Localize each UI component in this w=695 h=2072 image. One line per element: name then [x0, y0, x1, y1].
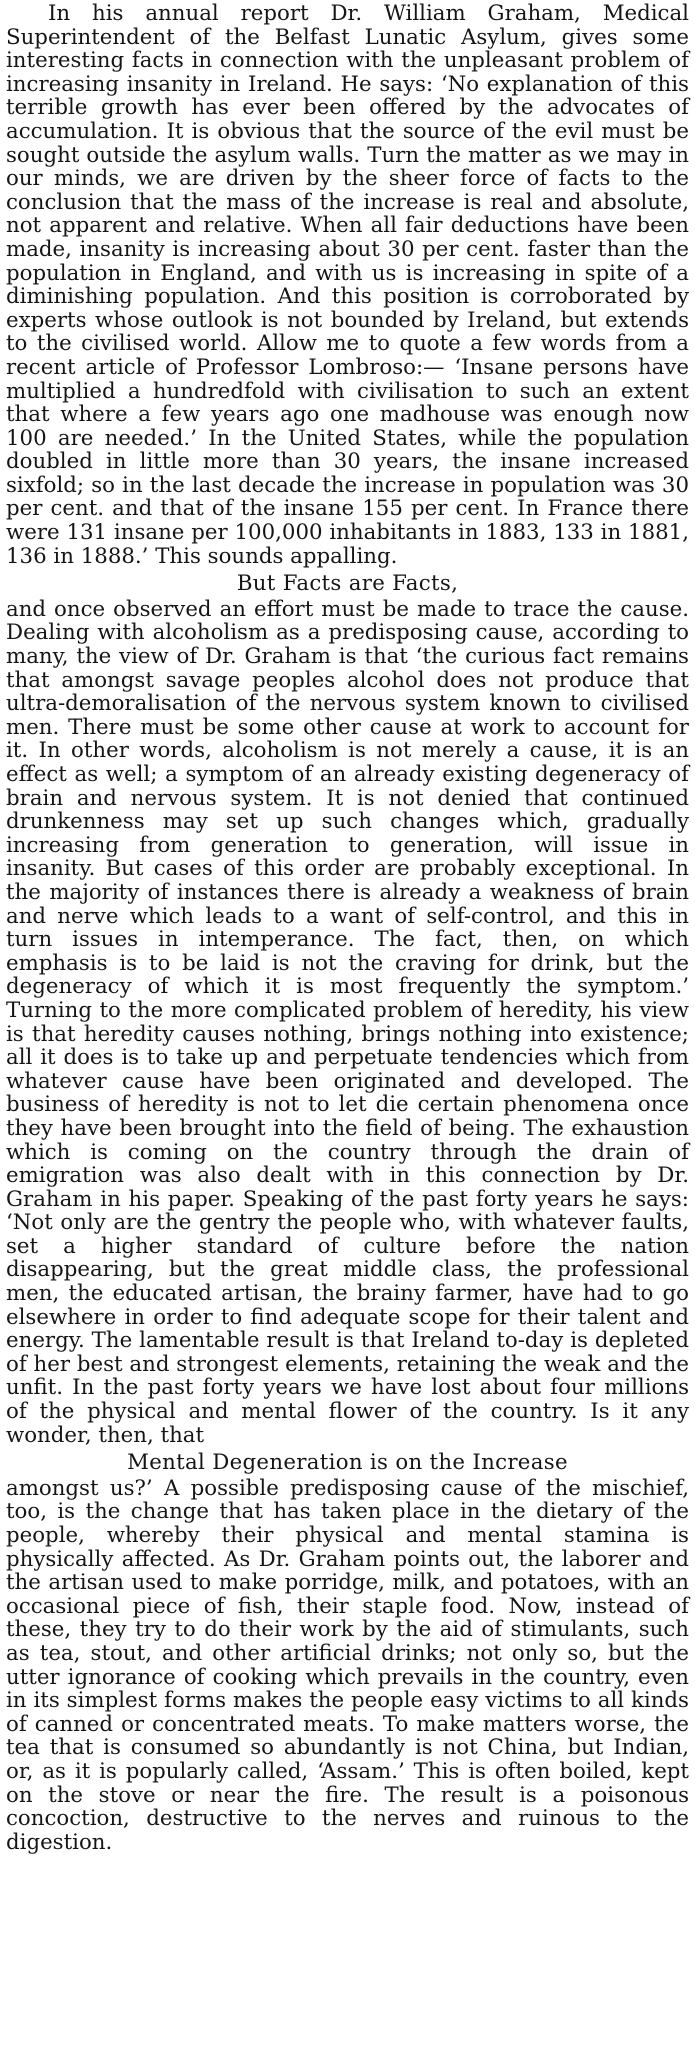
article-paragraph-3: amongst us?’ A possible predisposing cause of the mischief, too, is the change that has taken place in the dietary of the people, whereby their physical and mental stamina is physically affected. As Dr. Graham points out, the laborer and the artisan used to make porridge, milk, and potatoes, with an occasional piece of fish, their staple food. Now, instead of these, they try to do their work by the aid of stimulants, such as tea, stout, and other artificial drinks; not only so, but the utter ignorance of cooking which prevails in the country, even in its simplest forms makes the people easy victims to all kinds of canned or concentrated meats. To make matters worse, the tea that is consumed so abundantly is not China, but Indian, or, as it is popularly called, ‘Assam.’ This is often boiled, kept on the stove or near the fire. The result is a poisonous concoction, destructive to the nerves and ruinous to the digestion.	[6, 1475, 689, 1855]
subheading-mental-degeneration: Mental Degeneration is on the Increase	[127, 1450, 568, 1476]
subheading-facts: But Facts are Facts,	[236, 571, 459, 597]
article-paragraph-1: In his annual report Dr. William Graham, Medical Superintendent of the Belfast Lunatic Asylum, gives some interesting facts in connection with the unpleasant problem of increasing insanity in Ireland. He says: ‘No explanation of this terrible growth has ever been offered by the advocates of accumulation. It is obvious that the source of the evil must be sought outside the asylum walls. Turn the matter as we may in our minds, we are driven by the sheer force of facts to the conclusion that the mass of the increase is real and absolute, not apparent and relative. When all fair deductions have been made, insanity is increasing about 30 per cent. faster than the population in England, and with us is increasing in spite of a diminishing population. And this position is corroborated by experts whose outlook is not bounded by Ireland, but extends to the civilised world. Allow me to quote a few words from a recent article of Professor Lombroso:— ‘Insane persons have multiplied a hundredfold with civilisation to such an extent that where a few years ago one madhouse was enough now 100 are needed.’ In the United States, while the population doubled in little more than 30 years, the insane increased sixfold; so in the last decade the increase in population was 30 per cent. and that of the insane 155 per cent. In France there were 131 insane per 100,000 inhabitants in 1883, 133 in 1881, 136 in 1888.’ This sounds appalling.	[6, 1, 689, 569]
article-paragraph-2: and once observed an effort must be made to trace the cause. Dealing with alcoholism as a predisposing cause, according to many, the view of Dr. Graham is that ‘the curious fact remains that amongst savage peoples alcohol does not produce that ultra-demoralisation of the nervous system known to civilised men. There must be some other cause at work to account for it. In other words, alcoholism is not merely a cause, it is an effect as well; a symptom of an already existing degeneracy of brain and nervous system. It is not denied that continued drunkenness may set up such changes which, gradually increasing from generation to generation, will issue in insanity. But cases of this order are probably exceptional. In the majority of instances there is already a weakness of brain and nerve which leads to a want of self-control, and this in turn issues in intemperance. The fact, then, on which emphasis is to be laid is not the craving for drink, but the degeneracy of which it is most frequently the symptom.’ Turning to the more complicated problem of heredity, his view is that heredity causes nothing, brings nothing into existence; all it does is to take up and perpetuate tendencies which from whatever cause have been originated and developed. The business of heredity is not to let die certain phenomena once they have been brought into the field of being. The exhaustion which is coming on the country through the drain of emigration was also dealt with in this connection by Dr. Graham in his paper. Speaking of the past forty years he says: ‘Not only are the gentry the people who, with whatever faults, set a higher standard of culture before the nation disappearing, but the great middle class, the professional men, the educated artisan, the brainy farmer, have had to go elsewhere in order to find adequate scope for their talent and energy. The lamentable result is that Ireland to-day is depleted of her best and strongest elements, retaining the weak and the unfit. In the past forty years we have lost about four millions of the physical and mental flower of the country. Is it any wonder, then, that	[6, 596, 689, 1448]
newspaper-article	[6, 2, 689, 1854]
